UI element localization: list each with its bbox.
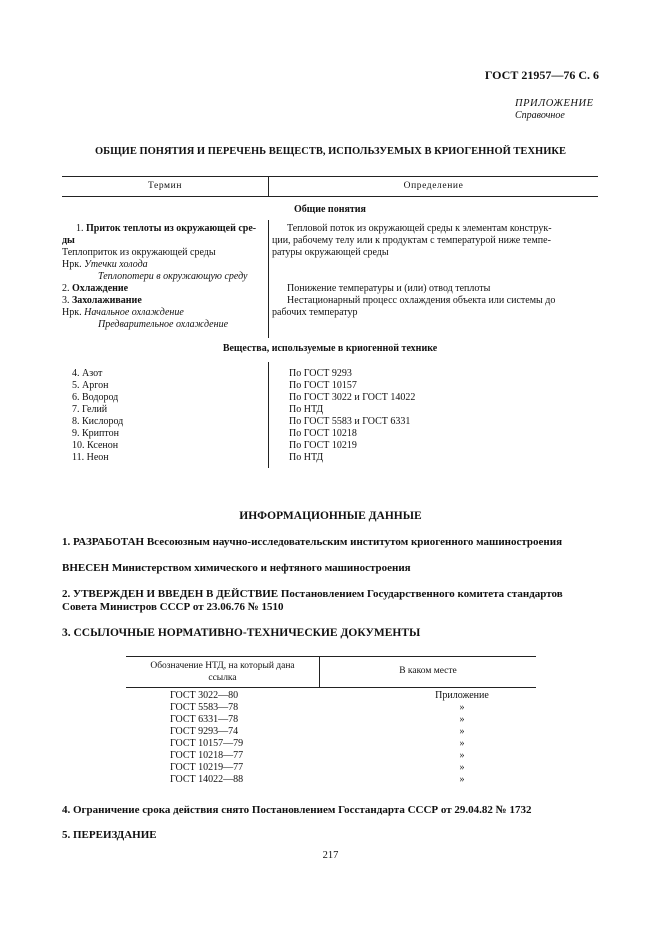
definition-1-line-1: Тепловой поток из окружающей среды к элементам конструк- xyxy=(287,223,552,234)
definition-3-line-1: Нестационарный процесс охлаждения объекта или системы до xyxy=(287,295,556,306)
ref-row-document: ГОСТ 10157—79 xyxy=(170,738,244,749)
substance-term: 10. Ксенон xyxy=(72,440,119,451)
substance-term: 6. Водород xyxy=(72,392,119,403)
ref-row-document: ГОСТ 5583—78 xyxy=(170,702,239,713)
substance-term: 4. Азот xyxy=(72,368,103,379)
info-approved-line-1: 2. УТВЕРЖДЕН И ВВЕДЕН В ДЕЙСТВИЕ Постановлением Государственного комитета стандартов xyxy=(62,588,563,600)
term-3: 3. Захолаживание xyxy=(62,295,142,306)
ref-column-header-document: Обозначение НТД, на который дана ссылка xyxy=(150,661,295,683)
appendix-label: ПРИЛОЖЕНИЕ xyxy=(515,98,594,109)
section-title-substances: Вещества, используемые в криогенной технике xyxy=(222,343,438,354)
substance-term: 9. Криптон xyxy=(72,428,119,439)
ref-row-place: » xyxy=(459,750,465,761)
ref-row-place: » xyxy=(459,762,465,773)
ref-row-document: ГОСТ 10218—77 xyxy=(170,750,244,761)
page-number: 217 xyxy=(322,850,339,861)
info-developed: 1. РАЗРАБОТАН Всесоюзным научно-исследовательским институтом криогенного машиностроения xyxy=(62,536,563,548)
term-1-continuation: ды xyxy=(62,235,75,246)
info-validity: 4. Ограничение срока действия снято Постановлением Госстандарта СССР от 29.04.82 № 1732 xyxy=(62,804,532,816)
substance-definition: По ГОСТ 10157 xyxy=(289,380,357,391)
substance-term: 5. Аргон xyxy=(72,380,109,391)
substance-term: 8. Кислород xyxy=(72,416,124,427)
substance-definition: По ГОСТ 10218 xyxy=(289,428,357,439)
section-title-general: Общие понятия xyxy=(294,204,366,215)
substance-definition: По НТД xyxy=(289,452,324,463)
table-top-rule xyxy=(62,176,598,177)
ref-table-header-rule xyxy=(126,687,536,688)
ref-row-place: » xyxy=(459,726,465,737)
substance-definition: По ГОСТ 10219 xyxy=(289,440,357,451)
table-divider-substances xyxy=(268,362,269,468)
ref-row-document: ГОСТ 14022—88 xyxy=(170,774,244,785)
ref-row-place: » xyxy=(459,714,465,725)
gost-reference: ГОСТ 21957—76 С. 6 xyxy=(484,68,599,82)
substance-definition: По ГОСТ 3022 и ГОСТ 14022 xyxy=(289,392,416,403)
info-reissue: 5. ПЕРЕИЗДАНИЕ xyxy=(62,829,157,841)
ref-column-header-place: В каком месте xyxy=(399,666,457,676)
info-title: ИНФОРМАЦИОННЫЕ ДАННЫЕ xyxy=(239,510,422,522)
ref-row-document: ГОСТ 9293—74 xyxy=(170,726,239,737)
column-header-term: Термин xyxy=(147,181,183,191)
table-divider-general xyxy=(268,220,269,338)
ref-table-top-rule xyxy=(126,656,536,657)
substance-term: 7. Гелий xyxy=(72,404,108,415)
table-header-rule xyxy=(62,196,598,197)
ref-row-place: » xyxy=(459,774,465,785)
term-1: 1. Приток теплоты из окружающей сре- xyxy=(76,223,257,234)
term-1-synonym: Теплоприток из окружающей среды xyxy=(62,247,216,258)
page-title: ОБЩИЕ ПОНЯТИЯ И ПЕРЕЧЕНЬ ВЕЩЕСТВ, ИСПОЛЬЗУЕМЫХ В КРИОГЕННОЙ ТЕХНИКЕ xyxy=(95,146,566,157)
definition-1-line-2: ции, рабочему телу или к продуктам с температурой ниже темпе- xyxy=(272,235,551,246)
substance-definition: По НТД xyxy=(289,404,324,415)
term-1-nrk: Нрк. Утечки холода xyxy=(62,259,148,270)
term-3-nrk-2: Предварительное охлаждение xyxy=(98,319,229,330)
ref-row-place: » xyxy=(459,702,465,713)
term-3-nrk: Нрк. Начальное охлаждение xyxy=(62,307,184,318)
ref-row-document: ГОСТ 6331—78 xyxy=(170,714,239,725)
ref-row-place: » xyxy=(459,738,465,749)
info-approved-line-2: Совета Министров СССР от 23.06.76 № 1510 xyxy=(62,601,284,613)
definition-3-line-2: рабочих температур xyxy=(272,307,358,318)
substance-definition: По ГОСТ 9293 xyxy=(289,368,352,379)
substance-term: 11. Неон xyxy=(72,452,109,463)
appendix-type: Справочное xyxy=(515,110,565,121)
definition-1-line-3: ратуры окружающей среды xyxy=(272,247,389,258)
info-introduced: ВНЕСЕН Министерством химического и нефтяного машиностроения xyxy=(62,562,411,574)
term-2: 2. Охлаждение xyxy=(62,283,129,294)
definition-2: Понижение температуры и (или) отвод теплоты xyxy=(287,283,491,294)
column-header-definition: Определение xyxy=(403,181,464,191)
ref-row-document: ГОСТ 10219—77 xyxy=(170,762,244,773)
term-1-nrk-2: Теплопотери в окружающую среду xyxy=(98,271,248,282)
info-references-title: 3. ССЫЛОЧНЫЕ НОРМАТИВНО-ТЕХНИЧЕСКИЕ ДОКУМЕНТЫ xyxy=(62,627,421,639)
ref-row-document: ГОСТ 3022—80 xyxy=(170,690,239,701)
substance-definition: По ГОСТ 5583 и ГОСТ 6331 xyxy=(289,416,411,427)
ref-row-place: Приложение xyxy=(435,690,489,701)
